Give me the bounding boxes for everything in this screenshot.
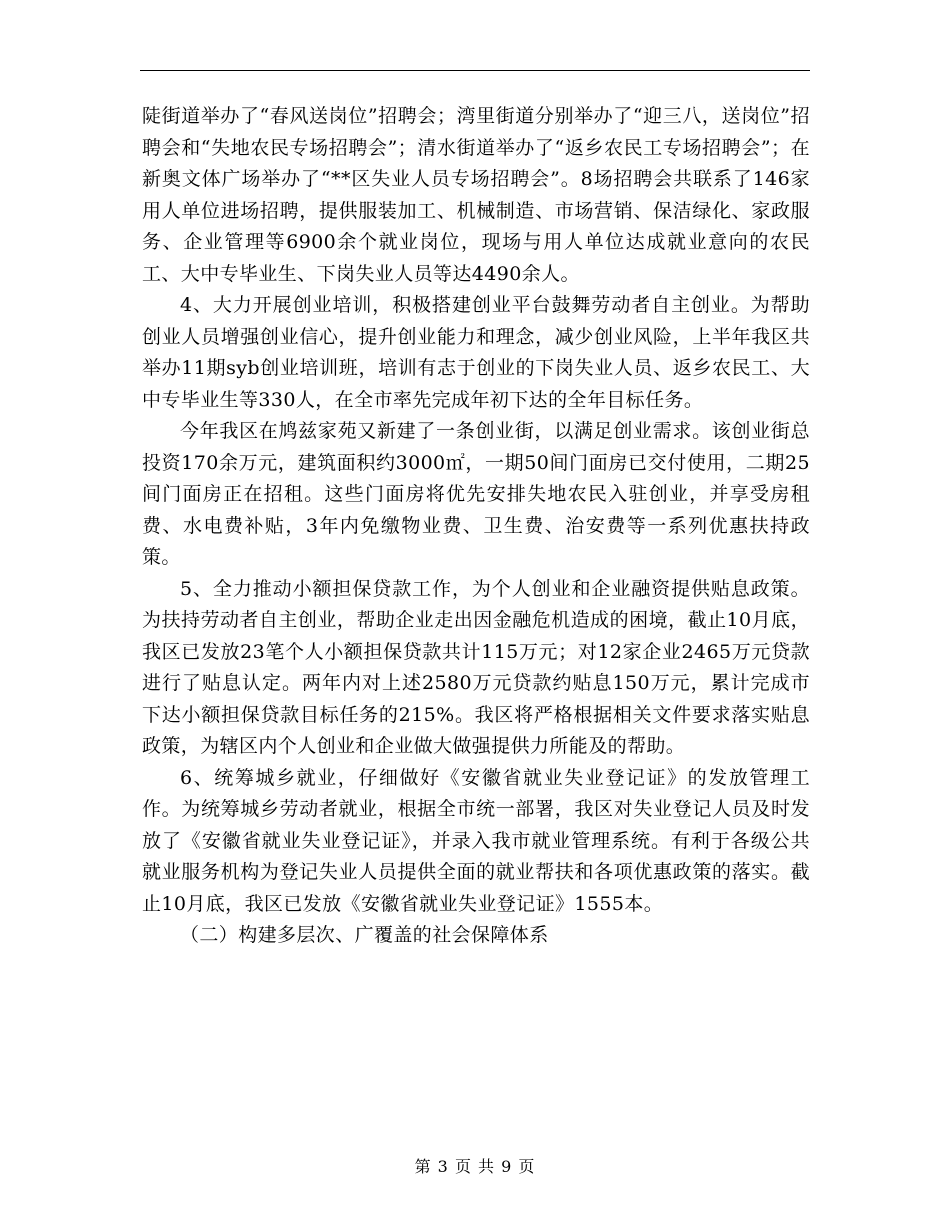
paragraph-entrepreneurship-training: 4、大力开展创业培训，积极搭建创业平台鼓舞劳动者自主创业。为帮助创业人员增强创业信心，提升创业能力和理念，减少创业风险，上半年我区共举办11期syb创业培训班，培训有志于创业的下岗失业人员、返乡农民工、大中专毕业生等330人，在全市率先完成年初下达的全年目标任务。 bbox=[142, 294, 810, 411]
document-body bbox=[142, 101, 810, 952]
paragraph-employment-certificate: 6、统筹城乡就业，仔细做好《安徽省就业失业登记证》的发放管理工作。为统筹城乡劳动者就业，根据全市统一部署，我区对失业登记人员及时发放了《安徽省就业失业登记证》，并录入我市就业管理系统。有利于各级公共就业服务机构为登记失业人员提供全面的就业帮扶和各项优惠政策的落实。截止10月底，我区已发放《安徽省就业失业登记证》1555本。 bbox=[142, 766, 810, 915]
page-footer: 第 3 页 共 9 页 bbox=[414, 1157, 536, 1176]
header-rule bbox=[140, 70, 810, 71]
paragraph-recruitment-fairs: 陡街道举办了“春风送岗位”招聘会；湾里街道分别举办了“迎三八，送岗位”招聘会和“失地农民专场招聘会”；清水街道举办了“返乡农民工专场招聘会”；在新奥文体广场举办了“**区失业人员专场招聘会”。8场招聘会共联系了146家用人单位进场招聘，提供服装加工、机械制造、市场营销、保洁绿化、家政服务、企业管理等6900余个就业岗位，现场与用人单位达成就业意向的农民工、大中专毕业生、下岗失业人员等达4490余人。 bbox=[142, 105, 810, 285]
section-heading-social-security: （二）构建多层次、广覆盖的社会保障体系 bbox=[180, 924, 549, 946]
paragraph-guaranteed-loans: 5、全力推动小额担保贷款工作，为个人创业和企业融资提供贴息政策。为扶持劳动者自主创业，帮助企业走出因金融危机造成的困境，截止10月底，我区已发放23笔个人小额担保贷款共计115万元；对12家企业2465万元贷款进行了贴息认定。两年内对上述2580万元贷款约贴息150万元，累计完成市下达小额担保贷款目标任务的215%。我区将严格根据相关文件要求落实贴息政策，为辖区内个人创业和企业做大做强提供力所能及的帮助。 bbox=[142, 577, 810, 757]
paragraph-entrepreneurship-street: 今年我区在鸠兹家苑又新建了一条创业街，以满足创业需求。该创业街总投资170余万元，建筑面积约3000㎡，一期50间门面房已交付使用，二期25间门面房正在招租。这些门面房将优先安排失地农民入驻创业，并享受房租费、水电费补贴，3年内免缴物业费、卫生费、治安费等一系列优惠扶持政策。 bbox=[142, 420, 810, 568]
